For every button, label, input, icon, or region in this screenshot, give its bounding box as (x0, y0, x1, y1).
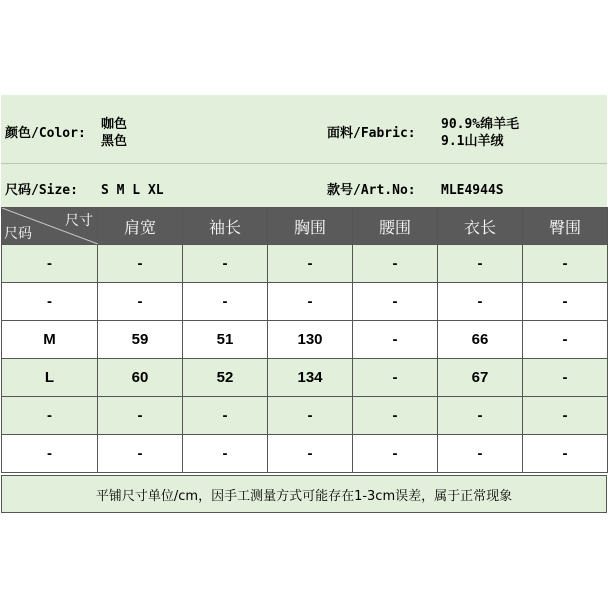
value-cell: - (268, 435, 353, 473)
column-header: 腰围 (353, 208, 438, 245)
table-row (2, 321, 608, 359)
art-no-value: MLE4944S (441, 183, 504, 198)
size-cell: M (2, 321, 98, 359)
value-cell: - (268, 283, 353, 321)
value-cell: - (438, 283, 523, 321)
table-row (2, 283, 608, 321)
size-cell: - (2, 397, 98, 435)
value-cell: - (353, 283, 438, 321)
corner-bottom-label: 尺码 (4, 225, 32, 241)
size-label: 尺码/Size: (5, 183, 78, 198)
fabric-label: 面料/Fabric: (327, 126, 416, 141)
size-cell: - (2, 245, 98, 283)
value-cell: 51 (183, 321, 268, 359)
value-cell: - (523, 397, 608, 435)
size-cell: - (2, 283, 98, 321)
value-cell: - (438, 397, 523, 435)
table-row (2, 245, 608, 283)
column-header: 臀围 (523, 208, 608, 245)
table-header-row (2, 208, 608, 245)
color-value: 咖色 (101, 117, 128, 132)
column-header: 袖长 (183, 208, 268, 245)
table-row (2, 435, 608, 473)
value-cell: 52 (183, 359, 268, 397)
fabric-value: 90.9%绵羊毛 (441, 117, 520, 132)
size-table (1, 207, 608, 473)
size-values: S M L XL (101, 183, 164, 198)
divider (1, 163, 607, 164)
measurement-note: 平铺尺寸单位/cm，因手工测量方式可能存在1-3cm误差，属于正常现象 (1, 475, 607, 513)
value-cell: - (98, 245, 183, 283)
product-info (1, 95, 607, 207)
value-cell: 67 (438, 359, 523, 397)
column-header: 衣长 (438, 208, 523, 245)
value-cell: - (523, 245, 608, 283)
value-cell: - (523, 321, 608, 359)
column-header: 胸围 (268, 208, 353, 245)
art-no-label: 款号/Art.No: (327, 183, 416, 198)
value-cell: 130 (268, 321, 353, 359)
value-cell: - (438, 435, 523, 473)
size-cell: L (2, 359, 98, 397)
value-cell: - (353, 359, 438, 397)
size-cell: - (2, 435, 98, 473)
value-cell: 134 (268, 359, 353, 397)
value-cell: - (183, 283, 268, 321)
corner-top-label: 尺寸 (65, 212, 93, 228)
corner-header (2, 208, 98, 245)
value-cell: - (523, 359, 608, 397)
value-cell: - (523, 283, 608, 321)
value-cell: - (98, 435, 183, 473)
size-chart (1, 95, 607, 513)
value-cell: - (98, 397, 183, 435)
value-cell: - (268, 397, 353, 435)
fabric-values (441, 116, 519, 150)
table-row (2, 397, 608, 435)
value-cell: 66 (438, 321, 523, 359)
value-cell: - (353, 435, 438, 473)
color-label: 颜色/Color: (5, 126, 86, 141)
value-cell: - (183, 245, 268, 283)
value-cell: - (353, 397, 438, 435)
value-cell: - (183, 435, 268, 473)
value-cell: - (98, 283, 183, 321)
value-cell: 59 (98, 321, 183, 359)
fabric-value: 9.1山羊绒 (441, 134, 504, 149)
color-value: 黑色 (101, 134, 128, 149)
table-row (2, 359, 608, 397)
value-cell: - (183, 397, 268, 435)
value-cell: - (353, 321, 438, 359)
value-cell: - (353, 245, 438, 283)
value-cell: - (438, 245, 523, 283)
value-cell: - (268, 245, 353, 283)
color-values (101, 116, 127, 150)
column-header: 肩宽 (98, 208, 183, 245)
value-cell: 60 (98, 359, 183, 397)
value-cell: - (523, 435, 608, 473)
